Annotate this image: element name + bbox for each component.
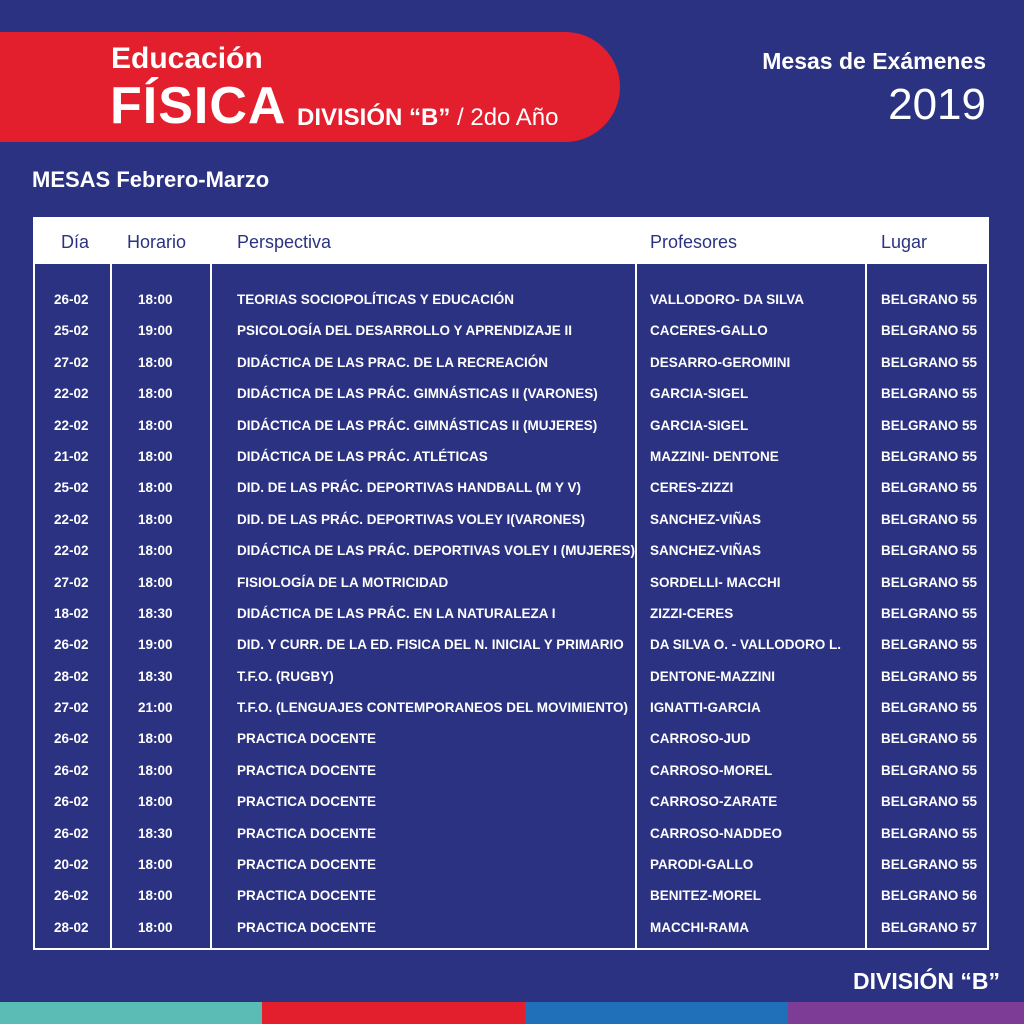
cell-perspectiva: DIDÁCTICA DE LAS PRÁC. DEPORTIVAS VOLEY I (MUJERES) <box>237 543 636 559</box>
cell-profesores: GARCIA-SIGEL <box>650 386 749 402</box>
cell-lugar: BELGRANO 55 <box>881 448 978 464</box>
cell-perspectiva: PRACTICA DOCENTE <box>237 762 377 778</box>
footer-stripe-blue <box>525 1002 788 1024</box>
table-row <box>35 723 987 754</box>
table-row <box>35 410 987 441</box>
cell-horario: 18:00 <box>138 292 173 307</box>
cell-lugar: BELGRANO 55 <box>881 762 978 778</box>
table-row <box>35 284 987 315</box>
cell-perspectiva: PRACTICA DOCENTE <box>237 794 377 810</box>
cell-horario: 18:00 <box>138 574 173 590</box>
footer-stripe-teal <box>0 1002 262 1024</box>
cell-lugar: BELGRANO 55 <box>881 731 978 747</box>
footer-division-label: DIVISIÓN “B” <box>853 968 1000 994</box>
exam-year: 2019 <box>888 80 986 129</box>
cell-perspectiva: TEORIAS SOCIOPOLÍTICAS Y EDUCACIÓN <box>237 292 515 307</box>
cell-perspectiva: PSICOLOGÍA DEL DESARROLLO Y APRENDIZAJE II <box>237 323 573 339</box>
table-row <box>35 347 987 378</box>
cell-lugar: BELGRANO 56 <box>881 888 978 904</box>
cell-perspectiva: DIDÁCTICA DE LAS PRÁC. EN LA NATURALEZA I <box>237 605 556 621</box>
cell-dia: 27-02 <box>54 574 89 590</box>
cell-horario: 18:00 <box>138 888 173 904</box>
cell-dia: 26-02 <box>54 888 89 904</box>
table-row <box>35 378 987 409</box>
cell-profesores: SANCHEZ-VIÑAS <box>650 543 762 559</box>
footer-stripe-red <box>262 1002 525 1024</box>
cell-dia: 20-02 <box>54 857 89 873</box>
cell-lugar: BELGRANO 55 <box>881 605 978 621</box>
cell-lugar: BELGRANO 55 <box>881 668 978 684</box>
cell-profesores: CARROSO-ZARATE <box>650 794 778 810</box>
cell-dia: 22-02 <box>54 417 89 433</box>
cell-dia: 27-02 <box>54 700 89 716</box>
cell-profesores: CERES-ZIZZI <box>650 480 734 496</box>
cell-lugar: BELGRANO 57 <box>881 919 978 935</box>
cell-profesores: DENTONE-MAZZINI <box>650 668 775 684</box>
cell-horario: 18:00 <box>138 354 173 370</box>
table-row <box>35 441 987 472</box>
cell-horario: 18:00 <box>138 543 173 559</box>
cell-lugar: BELGRANO 55 <box>881 574 978 590</box>
cell-lugar: BELGRANO 55 <box>881 637 978 653</box>
header-perspectiva: Perspectiva <box>237 232 332 252</box>
cell-lugar: BELGRANO 55 <box>881 354 978 370</box>
cell-horario: 21:00 <box>138 700 173 716</box>
cell-dia: 25-02 <box>54 323 89 339</box>
table-row <box>35 755 987 786</box>
table-row <box>35 692 987 723</box>
cell-perspectiva: DIDÁCTICA DE LAS PRÁC. GIMNÁSTICAS II (VARONES) <box>237 386 598 402</box>
table-row <box>35 472 987 503</box>
cell-horario: 18:30 <box>138 825 173 841</box>
cell-profesores: ZIZZI-CERES <box>650 605 734 621</box>
cell-dia: 26-02 <box>54 731 89 747</box>
cell-lugar: BELGRANO 55 <box>881 700 978 716</box>
table-row <box>35 818 987 849</box>
cell-profesores: DA SILVA O. - VALLODORO L. <box>650 637 841 653</box>
cell-dia: 26-02 <box>54 825 89 841</box>
cell-perspectiva: DID. DE LAS PRÁC. DEPORTIVAS VOLEY I(VARONES) <box>237 511 586 527</box>
cell-horario: 18:00 <box>138 417 173 433</box>
cell-dia: 26-02 <box>54 762 89 778</box>
header-horario: Horario <box>127 232 187 252</box>
cell-profesores: SORDELLI- MACCHI <box>650 574 781 590</box>
cell-profesores: CACERES-GALLO <box>650 323 768 339</box>
cell-perspectiva: DIDÁCTICA DE LAS PRAC. DE LA RECREACIÓN <box>237 354 549 370</box>
cell-lugar: BELGRANO 55 <box>881 794 978 810</box>
cell-lugar: BELGRANO 55 <box>881 857 978 873</box>
cell-horario: 19:00 <box>138 323 173 339</box>
cell-horario: 19:00 <box>138 637 173 653</box>
cell-dia: 28-02 <box>54 668 89 684</box>
cell-profesores: GARCIA-SIGEL <box>650 417 749 433</box>
header-profesores: Profesores <box>650 232 738 252</box>
table-header <box>35 219 987 264</box>
cell-dia: 27-02 <box>54 354 89 370</box>
cell-horario: 18:00 <box>138 762 173 778</box>
table-row <box>35 315 987 346</box>
header-lugar: Lugar <box>881 232 928 252</box>
table-row <box>35 598 987 629</box>
cell-perspectiva: DIDÁCTICA DE LAS PRÁC. GIMNÁSTICAS II (MUJERES) <box>237 417 598 433</box>
cell-dia: 26-02 <box>54 292 89 307</box>
cell-horario: 18:00 <box>138 448 173 464</box>
cell-dia: 26-02 <box>54 637 89 653</box>
cell-lugar: BELGRANO 55 <box>881 543 978 559</box>
cell-lugar: BELGRANO 55 <box>881 323 978 339</box>
cell-profesores: CARROSO-JUD <box>650 731 751 747</box>
cell-perspectiva: T.F.O. (LENGUAJES CONTEMPORANEOS DEL MOVIMIENTO) <box>237 700 629 716</box>
title-line-educacion: Educación <box>111 42 263 75</box>
cell-perspectiva: PRACTICA DOCENTE <box>237 857 377 873</box>
cell-dia: 22-02 <box>54 511 89 527</box>
cell-horario: 18:00 <box>138 794 173 810</box>
title-line-fisica: FÍSICA <box>110 77 287 135</box>
cell-horario: 18:30 <box>138 605 173 621</box>
cell-dia: 28-02 <box>54 919 89 935</box>
cell-dia: 21-02 <box>54 448 89 464</box>
table-row <box>35 535 987 566</box>
header-dia: Día <box>61 232 90 252</box>
cell-horario: 18:00 <box>138 919 173 935</box>
table-row <box>35 912 987 943</box>
cell-horario: 18:00 <box>138 857 173 873</box>
cell-lugar: BELGRANO 55 <box>881 417 978 433</box>
cell-profesores: MACCHI-RAMA <box>650 919 749 935</box>
cell-perspectiva: PRACTICA DOCENTE <box>237 888 377 904</box>
cell-lugar: BELGRANO 55 <box>881 511 978 527</box>
cell-horario: 18:30 <box>138 668 173 684</box>
cell-profesores: VALLODORO- DA SILVA <box>650 292 804 307</box>
exam-tables-title: Mesas de Exámenes <box>762 48 986 74</box>
cell-perspectiva: DID. DE LAS PRÁC. DEPORTIVAS HANDBALL (M Y V) <box>237 480 582 496</box>
cell-dia: 18-02 <box>54 605 89 621</box>
table-row <box>35 786 987 817</box>
cell-horario: 18:00 <box>138 480 173 496</box>
cell-horario: 18:00 <box>138 511 173 527</box>
table-row <box>35 880 987 911</box>
table-row <box>35 661 987 692</box>
cell-perspectiva: FISIOLOGÍA DE LA MOTRICIDAD <box>237 574 449 590</box>
cell-perspectiva: PRACTICA DOCENTE <box>237 731 377 747</box>
cell-profesores: SANCHEZ-VIÑAS <box>650 511 762 527</box>
table-row <box>35 567 987 598</box>
cell-dia: 22-02 <box>54 386 89 402</box>
cell-horario: 18:00 <box>138 731 173 747</box>
cell-lugar: BELGRANO 55 <box>881 480 978 496</box>
division-label: DIVISIÓN “B” <box>297 104 451 131</box>
cell-lugar: BELGRANO 55 <box>881 292 978 307</box>
cell-profesores: DESARRO-GEROMINI <box>650 354 791 370</box>
division-subtitle <box>297 104 558 132</box>
section-title: MESAS Febrero-Marzo <box>32 167 270 192</box>
cell-horario: 18:00 <box>138 386 173 402</box>
table-row <box>35 629 987 660</box>
cell-perspectiva: T.F.O. (RUGBY) <box>237 668 334 684</box>
cell-perspectiva: PRACTICA DOCENTE <box>237 825 377 841</box>
exam-table <box>33 217 989 950</box>
cell-profesores: CARROSO-MOREL <box>650 762 773 778</box>
cell-perspectiva: PRACTICA DOCENTE <box>237 919 377 935</box>
cell-perspectiva: DID. Y CURR. DE LA ED. FISICA DEL N. INICIAL Y PRIMARIO <box>237 637 624 653</box>
cell-dia: 26-02 <box>54 794 89 810</box>
table-body <box>35 284 987 943</box>
cell-lugar: BELGRANO 55 <box>881 386 978 402</box>
footer-stripe-purple <box>788 1002 1024 1024</box>
year-of-study-label: / 2do Año <box>450 104 559 131</box>
cell-profesores: IGNATTI-GARCIA <box>650 700 761 716</box>
cell-profesores: PARODI-GALLO <box>650 857 754 873</box>
cell-profesores: BENITEZ-MOREL <box>650 888 761 904</box>
table-row <box>35 504 987 535</box>
table-row <box>35 849 987 880</box>
cell-profesores: MAZZINI- DENTONE <box>650 448 779 464</box>
cell-profesores: CARROSO-NADDEO <box>650 825 783 841</box>
cell-perspectiva: DIDÁCTICA DE LAS PRÁC. ATLÉTICAS <box>237 448 488 464</box>
cell-lugar: BELGRANO 55 <box>881 825 978 841</box>
cell-dia: 22-02 <box>54 543 89 559</box>
cell-dia: 25-02 <box>54 480 89 496</box>
